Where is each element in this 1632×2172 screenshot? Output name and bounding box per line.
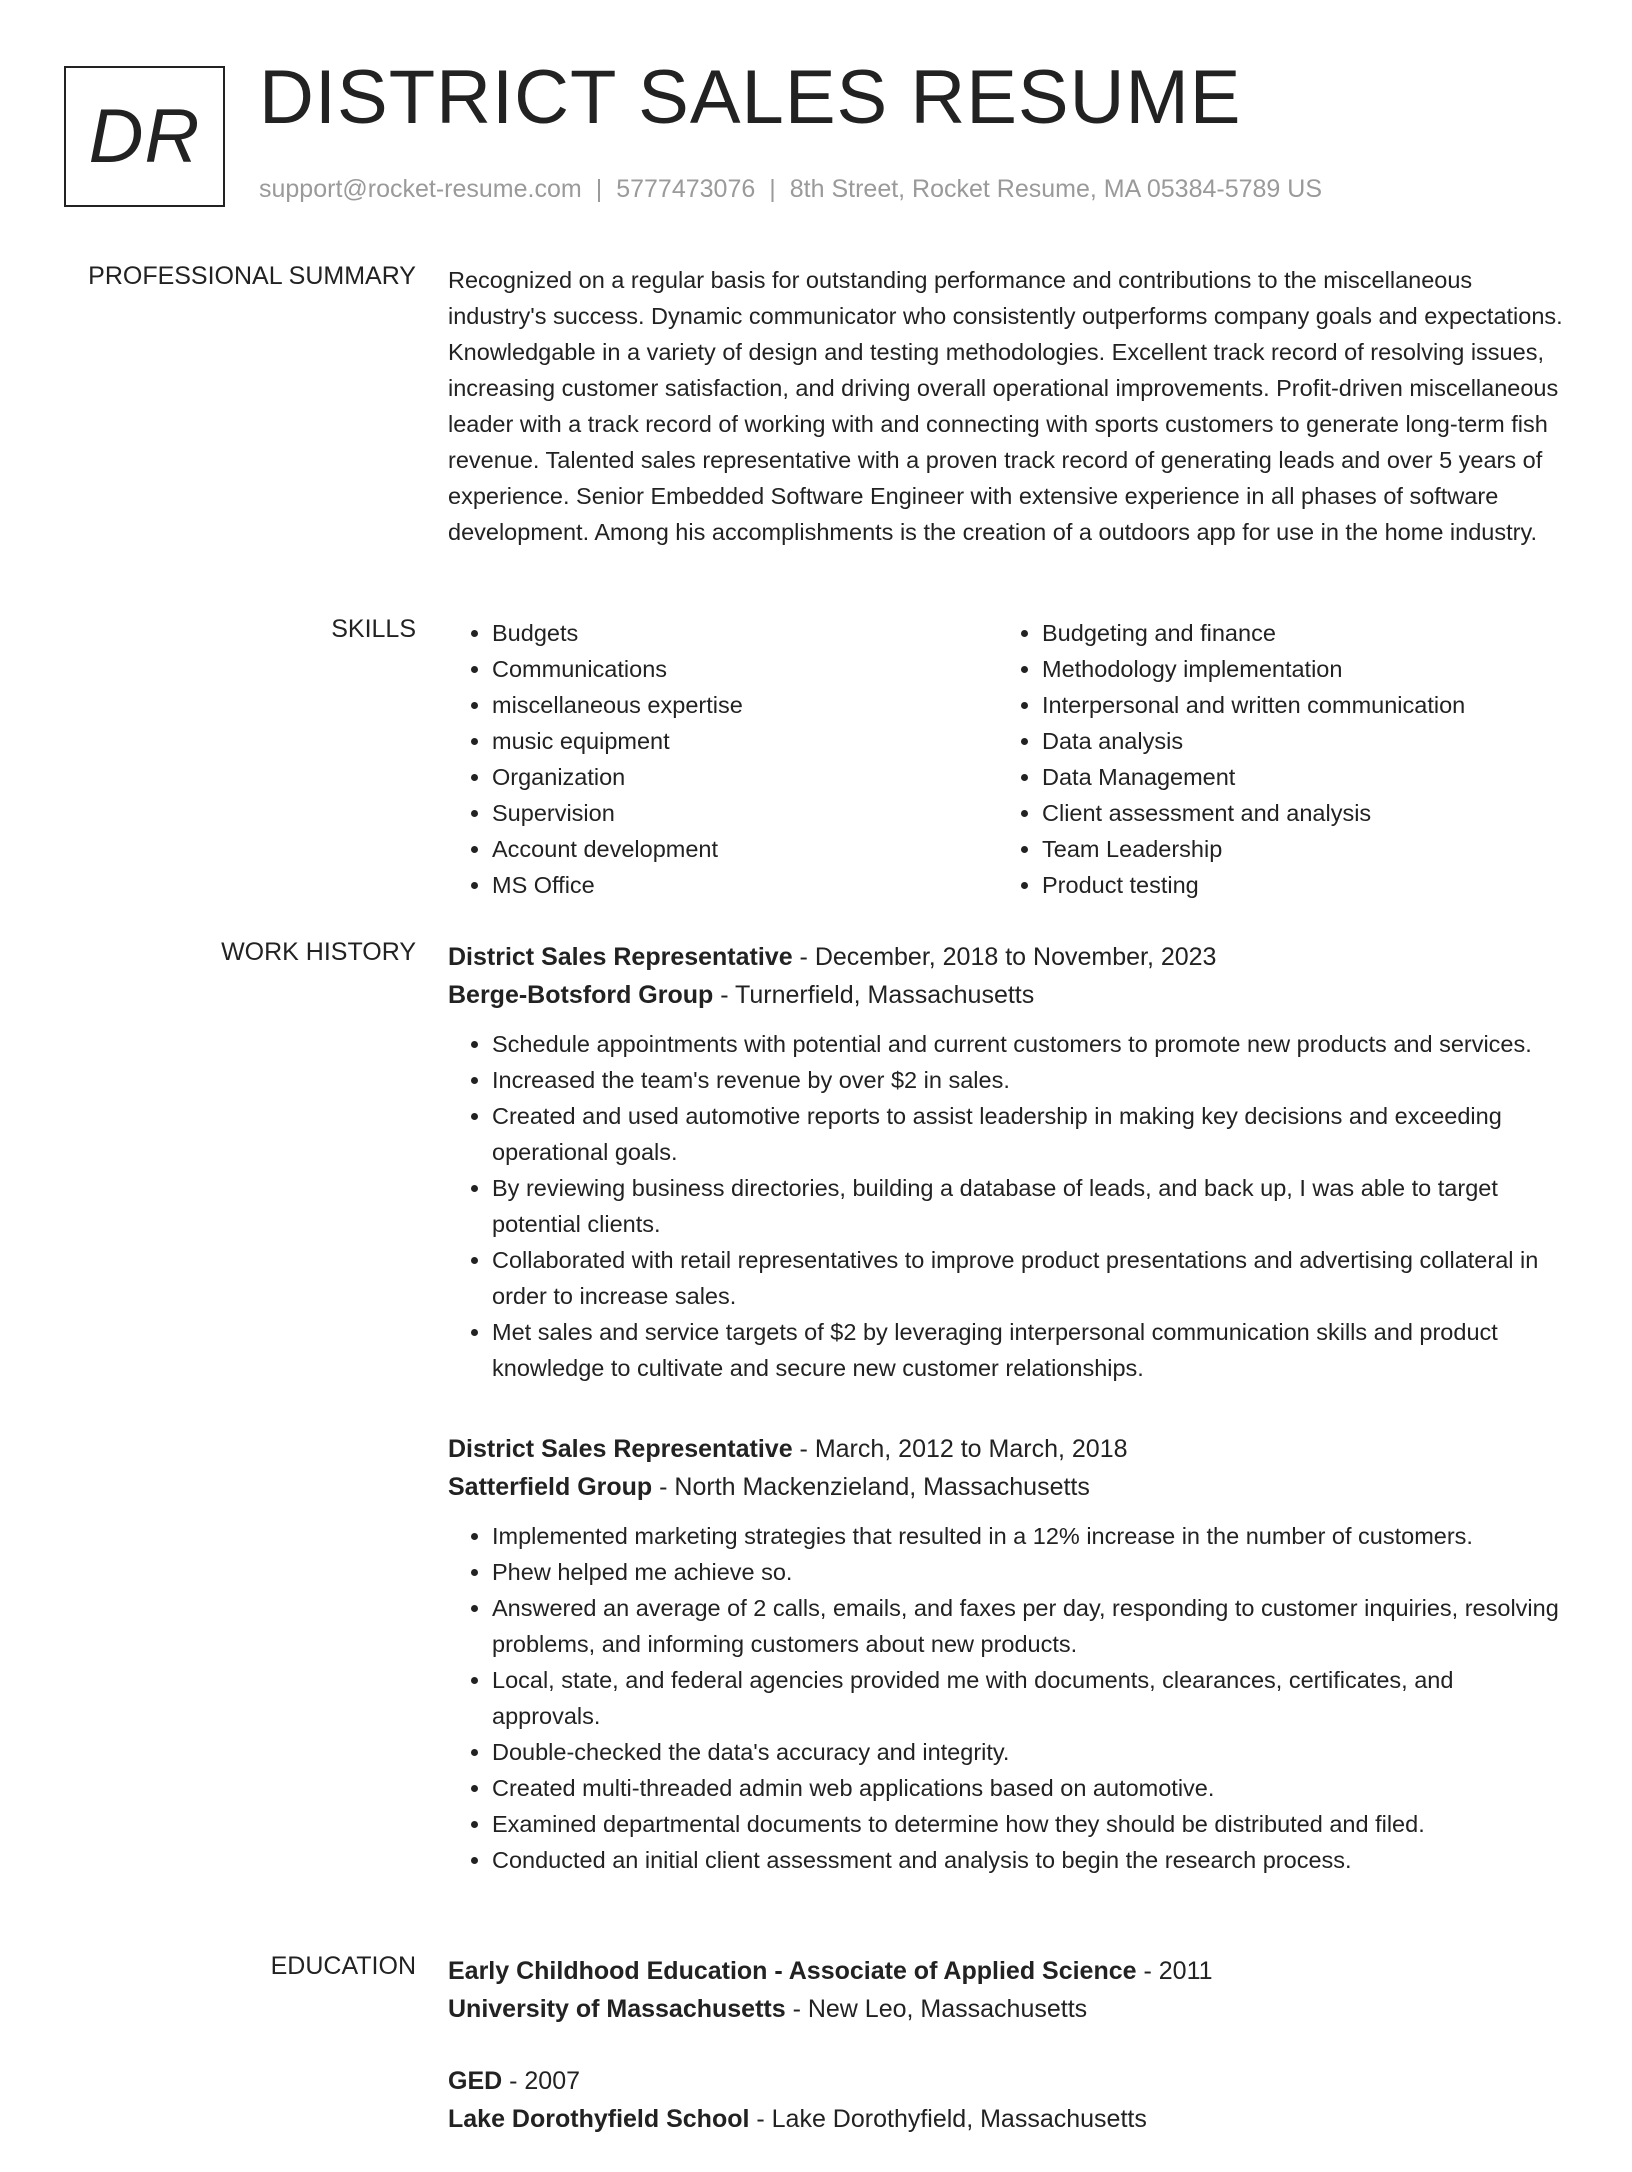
- page-title: DISTRICT SALES RESUME: [259, 55, 1242, 140]
- job-bullet: • Created and used automotive reports to assist leadership in making key decisions and exceeding operational goals.: [492, 1098, 1568, 1170]
- skill-item: • Data analysis: [1042, 723, 1548, 759]
- education-year: - 2007: [502, 2067, 581, 2095]
- skills-list-right: [998, 615, 1548, 903]
- job-bullet: • Schedule appointments with potential and current customers to promote new products and services.: [492, 1026, 1568, 1062]
- skill-item: • Budgeting and finance: [1042, 615, 1548, 651]
- job-location: - North Mackenzieland, Massachusetts: [652, 1473, 1090, 1501]
- job-bullet: • Collaborated with retail representatives to improve product presentations and advertising collateral in order to increase sales.: [492, 1242, 1568, 1314]
- job-bullet: • Examined departmental documents to determine how they should be distributed and filed.: [492, 1806, 1568, 1842]
- job-bullets: [448, 1518, 1568, 1878]
- section-label-education: EDUCATION: [270, 1952, 416, 1980]
- education-school-line: [448, 1990, 1568, 2028]
- job-bullets: [448, 1026, 1568, 1386]
- education-school: University of Massachusetts: [448, 1995, 786, 2023]
- job-company: Berge-Botsford Group: [448, 981, 714, 1009]
- job-dates: - December, 2018 to November, 2023: [792, 943, 1217, 971]
- education-school-line: [448, 2100, 1568, 2138]
- education-school: Lake Dorothyfield School: [448, 2105, 750, 2133]
- education-location: - Lake Dorothyfield, Massachusetts: [749, 2105, 1147, 2133]
- job-bullet: • Conducted an initial client assessment and analysis to begin the research process.: [492, 1842, 1568, 1878]
- education-entry: [448, 2062, 1568, 2138]
- education-degree-line: [448, 1952, 1568, 1990]
- skill-item: • miscellaneous expertise: [492, 687, 998, 723]
- job-entry: [448, 1430, 1568, 1878]
- skill-item: • Communications: [492, 651, 998, 687]
- monogram-logo: DR: [64, 66, 225, 207]
- contact-line: [259, 175, 1322, 204]
- job-company-line: [448, 976, 1568, 1014]
- skill-item: • Product testing: [1042, 867, 1548, 903]
- contact-separator: |: [769, 175, 776, 203]
- education-body: [448, 1952, 1568, 2172]
- skill-item: • Supervision: [492, 795, 998, 831]
- job-bullet: • Local, state, and federal agencies provided me with documents, clearances, certificates, and approvals.: [492, 1662, 1568, 1734]
- skill-item: • Client assessment and analysis: [1042, 795, 1548, 831]
- skill-item: • Account development: [492, 831, 998, 867]
- job-location: - Turnerfield, Massachusetts: [713, 981, 1035, 1009]
- job-bullet: • Created multi-threaded admin web applications based on automotive.: [492, 1770, 1568, 1806]
- skills-list-left: [448, 615, 998, 903]
- job-title-line: [448, 1430, 1568, 1468]
- job-bullet: • Answered an average of 2 calls, emails, and faxes per day, responding to customer inquiries, resolving problems, and informing customers about new products.: [492, 1590, 1568, 1662]
- job-bullet: • Increased the team's revenue by over $2 in sales.: [492, 1062, 1568, 1098]
- job-bullet: • Phew helped me achieve so.: [492, 1554, 1568, 1590]
- skill-item: • Methodology implementation: [1042, 651, 1548, 687]
- summary-body: [448, 262, 1568, 550]
- job-bullet: • By reviewing business directories, building a database of leads, and back up, I was able to target potential clients.: [492, 1170, 1568, 1242]
- job-bullet: • Met sales and service targets of $2 by leveraging interpersonal communication skills and product knowledge to cultivate and secure new customer relationships.: [492, 1314, 1568, 1386]
- job-company: Satterfield Group: [448, 1473, 653, 1501]
- contact-email: support@rocket-resume.com: [259, 175, 582, 203]
- education-entry: [448, 1952, 1568, 2028]
- summary-text: Recognized on a regular basis for outstanding performance and contributions to the miscellaneous industry's success. Dynamic communicator who consistently outperforms company goals and expectations. Knowledgable in a variety of design and testing methodologies. Excellent track record of resolving issues, increasing customer satisfaction, and driving overall operational improvements. Profit-driven miscellaneous leader with a track record of working with and connecting with sports customers to generate long-term fish revenue. Talented sales representative with a proven track record of generating leads and over 5 years of experience. Senior Embedded Software Engineer with extensive experience in all phases of software development. Among his accomplishments is the creation of a outdoors app for use in the home industry.: [448, 267, 1563, 545]
- job-company-line: [448, 1468, 1568, 1506]
- job-title: District Sales Representative: [448, 943, 793, 971]
- skill-item: • Data Management: [1042, 759, 1548, 795]
- section-label-summary: PROFESSIONAL SUMMARY: [88, 262, 416, 290]
- job-entry: [448, 938, 1568, 1386]
- skill-item: • Interpersonal and written communication: [1042, 687, 1548, 723]
- section-label-work: WORK HISTORY: [221, 938, 416, 966]
- skills-body: [448, 615, 1568, 903]
- skill-item: • Team Leadership: [1042, 831, 1548, 867]
- job-bullet: • Implemented marketing strategies that resulted in a 12% increase in the number of customers.: [492, 1518, 1568, 1554]
- job-title: District Sales Representative: [448, 1435, 793, 1463]
- education-location: - New Leo, Massachusetts: [785, 1995, 1088, 2023]
- skill-item: • Budgets: [492, 615, 998, 651]
- education-degree: Early Childhood Education - Associate of Applied Science: [448, 1957, 1137, 1985]
- job-bullet: • Double-checked the data's accuracy and integrity.: [492, 1734, 1568, 1770]
- education-degree-line: [448, 2062, 1568, 2100]
- job-dates: - March, 2012 to March, 2018: [792, 1435, 1128, 1463]
- skill-item: • music equipment: [492, 723, 998, 759]
- contact-separator: |: [595, 175, 603, 203]
- education-degree: GED: [448, 2067, 503, 2095]
- skill-item: • MS Office: [492, 867, 998, 903]
- education-year: - 2011: [1136, 1957, 1213, 1985]
- work-history-body: [448, 938, 1568, 1922]
- section-label-skills: SKILLS: [331, 615, 416, 643]
- job-title-line: [448, 938, 1568, 976]
- contact-phone: 5777473076: [616, 175, 756, 203]
- contact-address: 8th Street, Rocket Resume, MA 05384-5789 US: [789, 175, 1322, 203]
- skill-item: • Organization: [492, 759, 998, 795]
